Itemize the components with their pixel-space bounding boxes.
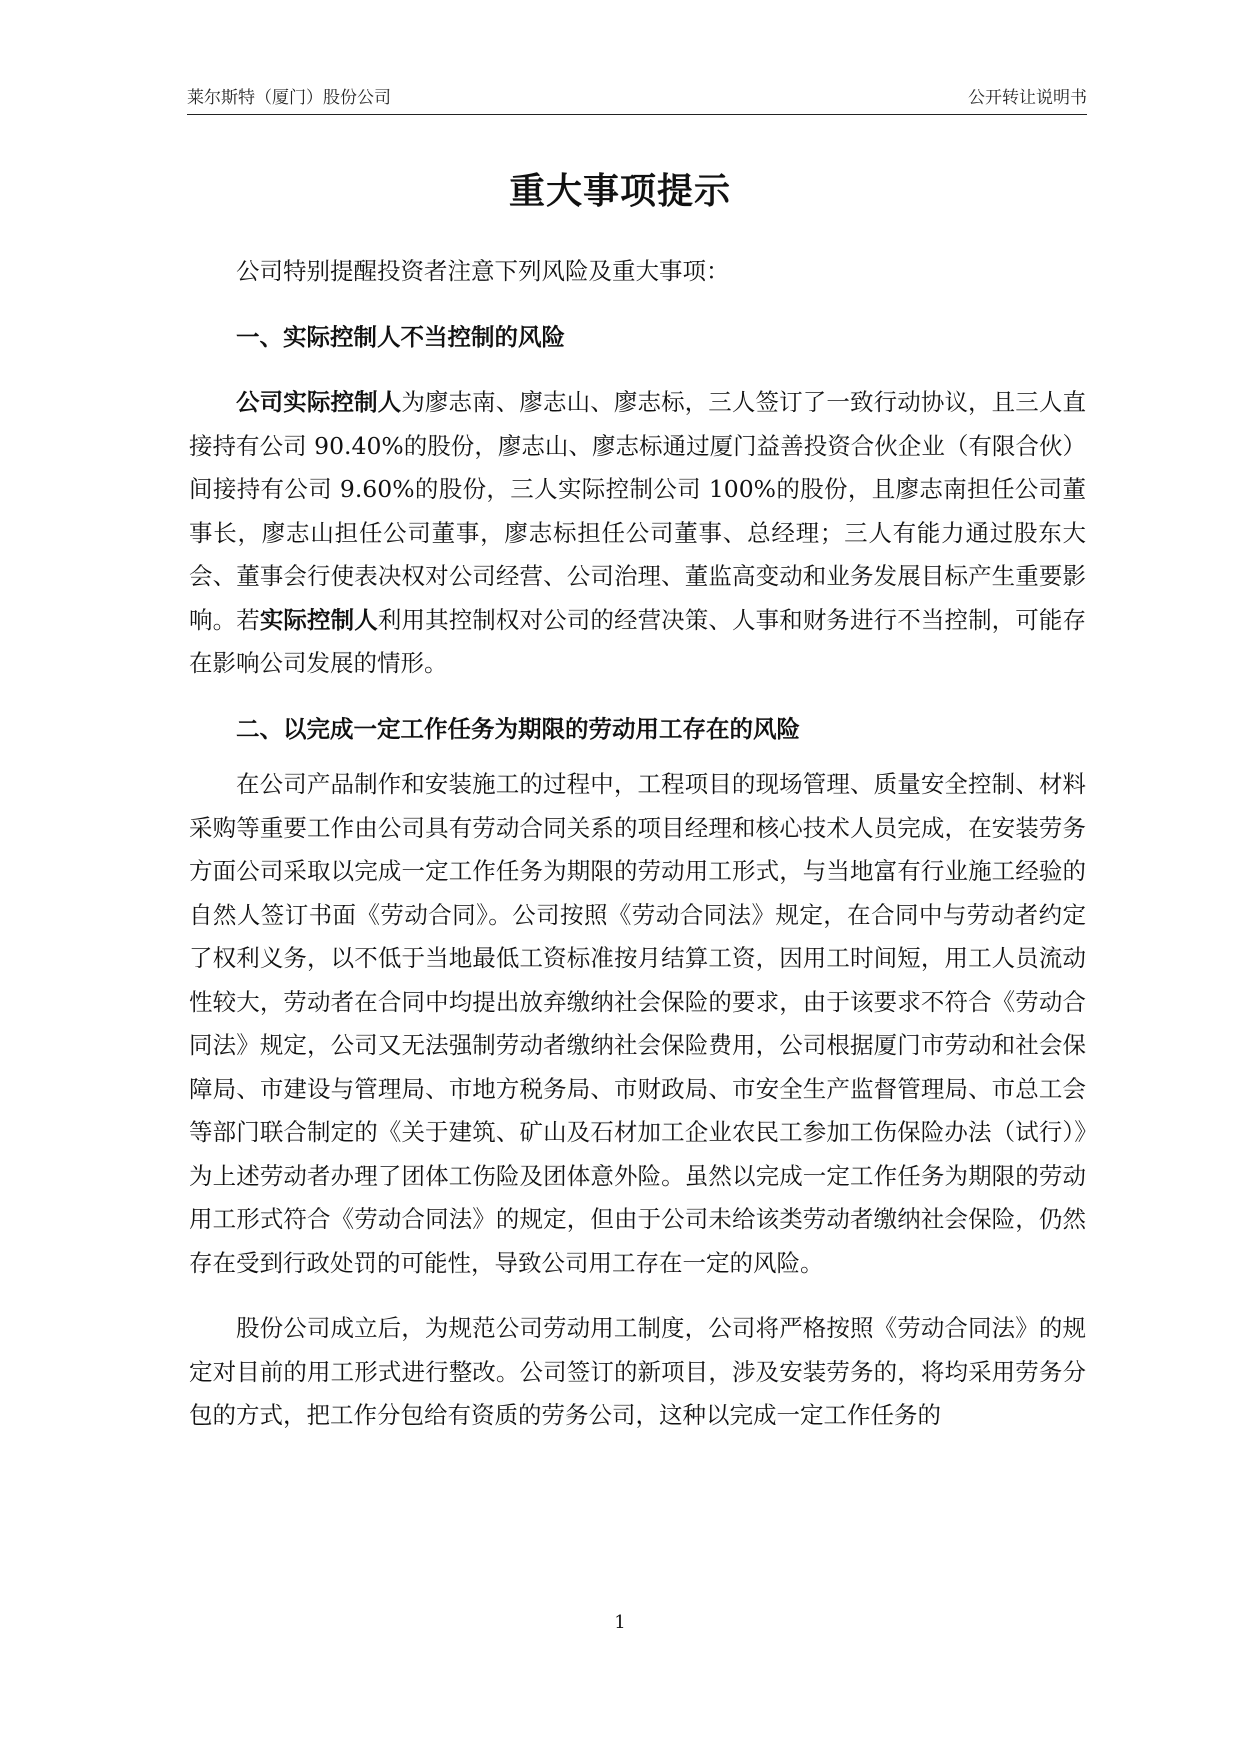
section1-bold-term-2: 实际控制人 xyxy=(259,605,378,634)
header-document-type: 公开转让说明书 xyxy=(968,88,1087,108)
section1-bold-term: 公司实际控制人 xyxy=(236,388,402,416)
section1-paragraph xyxy=(189,381,1086,686)
section2-paragraph-2: 股份公司成立后，为规范公司劳动用工制度，公司将严格按照《劳动合同法》的规定对目前的用工形式进行整改。公司签订的新项目，涉及安装劳务的，将均采用劳务分包的方式，把工作分包给有资质的劳务公司，这种以完成一定工作任务的 xyxy=(189,1314,1086,1429)
page-header xyxy=(187,84,1087,115)
section1-heading: 一、实际控制人不当控制的风险 xyxy=(236,322,565,351)
header-company-name: 莱尔斯特（厦门）股份公司 xyxy=(187,88,391,108)
section1-text-part2: 利用其控制权对公司的经营决策、人事和财务进行不当控制，可能存在影响公司发展的情形。 xyxy=(189,605,1087,677)
intro-paragraph: 公司特别提醒投资者注意下列风险及重大事项： xyxy=(236,257,730,285)
section1-text-part1: 为廖志南、廖志山、廖志标，三人签订了一致行动协议，且三人直接持有公司 90.40%的股份，廖志山、廖志标通过厦门益善投资合伙企业（有限合伙）间接持有公司 9.60%的股份，三人实际控制公司 100%的股份，且廖志南担任公司董事长，廖志山担任公司董事，廖志标担任公司董事、总经理；三人有能力通过股东大会、董事会行使表决权对公司经营、公司治理、董监高变动和业务发展目标产生重要影响。若 xyxy=(189,388,1087,634)
page-title: 重大事项提示 xyxy=(508,170,731,212)
section2-heading: 二、以完成一定工作任务为期限的劳动用工存在的风险 xyxy=(236,714,800,743)
section2-paragraph-1: 在公司产品制作和安装施工的过程中，工程项目的现场管理、质量安全控制、材料采购等重要工作由公司具有劳动合同关系的项目经理和核心技术人员完成，在安装劳务方面公司采取以完成一定工作任务为期限的劳动用工形式，与当地富有行业施工经验的自然人签订书面《劳动合同》。公司按照《劳动合同法》规定，在合同中与劳动者约定了权利义务，以不低于当地最低工资标准按月结算工资，因用工时间短，用工人员流动性较大，劳动者在合同中均提出放弃缴纳社会保险的要求，由于该要求不符合《劳动合同法》规定，公司又无法强制劳动者缴纳社会保险费用，公司根据厦门市劳动和社会保障局、市建设与管理局、市地方税务局、市财政局、市安全生产监督管理局、市总工会等部门联合制定的《关于建筑、矿山及石材加工企业农民工参加工伤保险办法（试行）》为上述劳动者办理了团体工伤险及团体意外险。虽然以完成一定工作任务为期限的劳动用工形式符合《劳动合同法》的规定，但由于公司未给该类劳动者缴纳社会保险，仍然存在受到行政处罚的可能性，导致公司用工存在一定的风险。 xyxy=(189,770,1086,1277)
page-number: 1 xyxy=(614,1612,626,1633)
document-body xyxy=(189,250,1086,1438)
